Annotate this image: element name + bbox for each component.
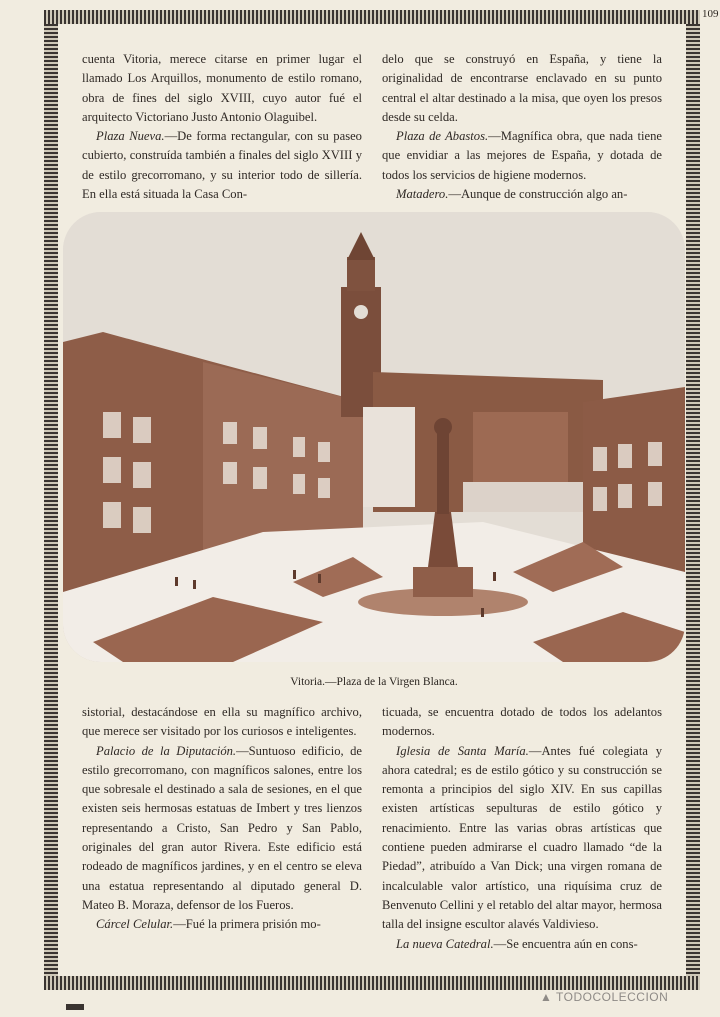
page-border-bottom [44,976,700,990]
paragraph-body: —Suntuoso edificio, de estilo grecorromano, con magníficos salones, entre los que sobresale el destinado a sala de sesiones, en el que existen seis hermosas estatuas de Imbert y tres lienzos representando a Cristo, San Pedro y San Pablo, originales del gran autor Rivera. Este edificio está rodeado de magníficos jardines, y en el centro se eleva una estatua representando al diputado general D. Mateo B. Moraza, defensor de los Fueros. [82,743,362,912]
text-column-bottom-left [82,703,362,935]
section-heading: Palacio de la Diputación. [96,743,237,758]
text-column-top-right [382,50,662,204]
watermark: ▲ TODOCOLECCION [540,990,669,1004]
page-border-top [44,10,700,24]
page-border-right [686,24,700,976]
section-heading: Plaza Nueva. [96,129,165,144]
paragraph [382,742,662,935]
paragraph-body: —Se encuentra aún en cons- [493,936,638,951]
text-column-bottom-right [382,703,662,954]
paragraph: ticuada, se encuentra dotado de todos los adelantos modernos. [382,705,662,739]
page-number: 109 [702,8,719,20]
photo-caption: Vitoria.—Plaza de la Virgen Blanca. [290,676,458,688]
plaza-photograph [63,212,685,662]
paragraph [382,127,662,185]
paragraph-body: —Magnífica obra, que nada tiene que envidiar a las mejores de España, y dotada de todos los servicios de higiene modernos. [382,129,662,182]
paragraph [382,935,662,954]
paragraph: delo que se construyó en España, y tiene la originalidad de encontrarse enclavado en su punto central el altar destinado a la misa, que oyen los presos desde su celda. [382,52,662,124]
section-heading: La nueva Catedral. [396,936,494,951]
paragraph [382,185,662,204]
paragraph-body: —Antes fué colegiata y ahora catedral; es de estilo gótico y su construcción se remonta a principios del siglo XIV. En sus capillas existen artísticas sepulturas de estilo gótico y renacimiento. Entre las varias obras artísticas que contiene pueden admirarse el cuadro llamado “de la Piedad”, atribuído a Van Dick; una virgen romana de incalculable valor artístico, una riquísima cruz de Benvenuto Cellini y el retablo del altar mayor, hermosa talla del insigne escultor alavés Valdivieso. [382,743,662,932]
page-border-left [44,24,58,976]
paragraph [82,915,362,934]
paragraph: cuenta Vitoria, merece citarse en primer lugar el llamado Los Arquillos, monumento de estilo romano, obra de fines del siglo XVIII, cuyo autor fué el arquitecto Victoriano Justo Antonio Olaguibel. [82,52,362,124]
section-heading: Iglesia de Santa María. [396,743,529,758]
paragraph [82,127,362,204]
section-heading: Cárcel Celular. [96,917,174,932]
section-heading: Matadero. [396,187,449,202]
paragraph-body: —Fué la primera prisión mo- [173,917,321,932]
text-column-top-left [82,50,362,204]
paragraph [82,742,362,916]
section-heading: Plaza de Abastos. [396,129,489,144]
paragraph-body: —De forma rectangular, con su paseo cubierto, construída también a finales del siglo XVIII y de estilo grecorromano, y su interior todo de sillería. En ella está situada la Casa Con- [82,129,362,202]
paragraph: sistorial, destacándose en ella su magnífico archivo, que merece ser visitado por los curiosos e inteligentes. [82,705,362,739]
paragraph-body: —Aunque de construcción algo an- [448,187,628,202]
plaza-illustration [63,212,685,662]
printer-mark [66,1004,84,1010]
